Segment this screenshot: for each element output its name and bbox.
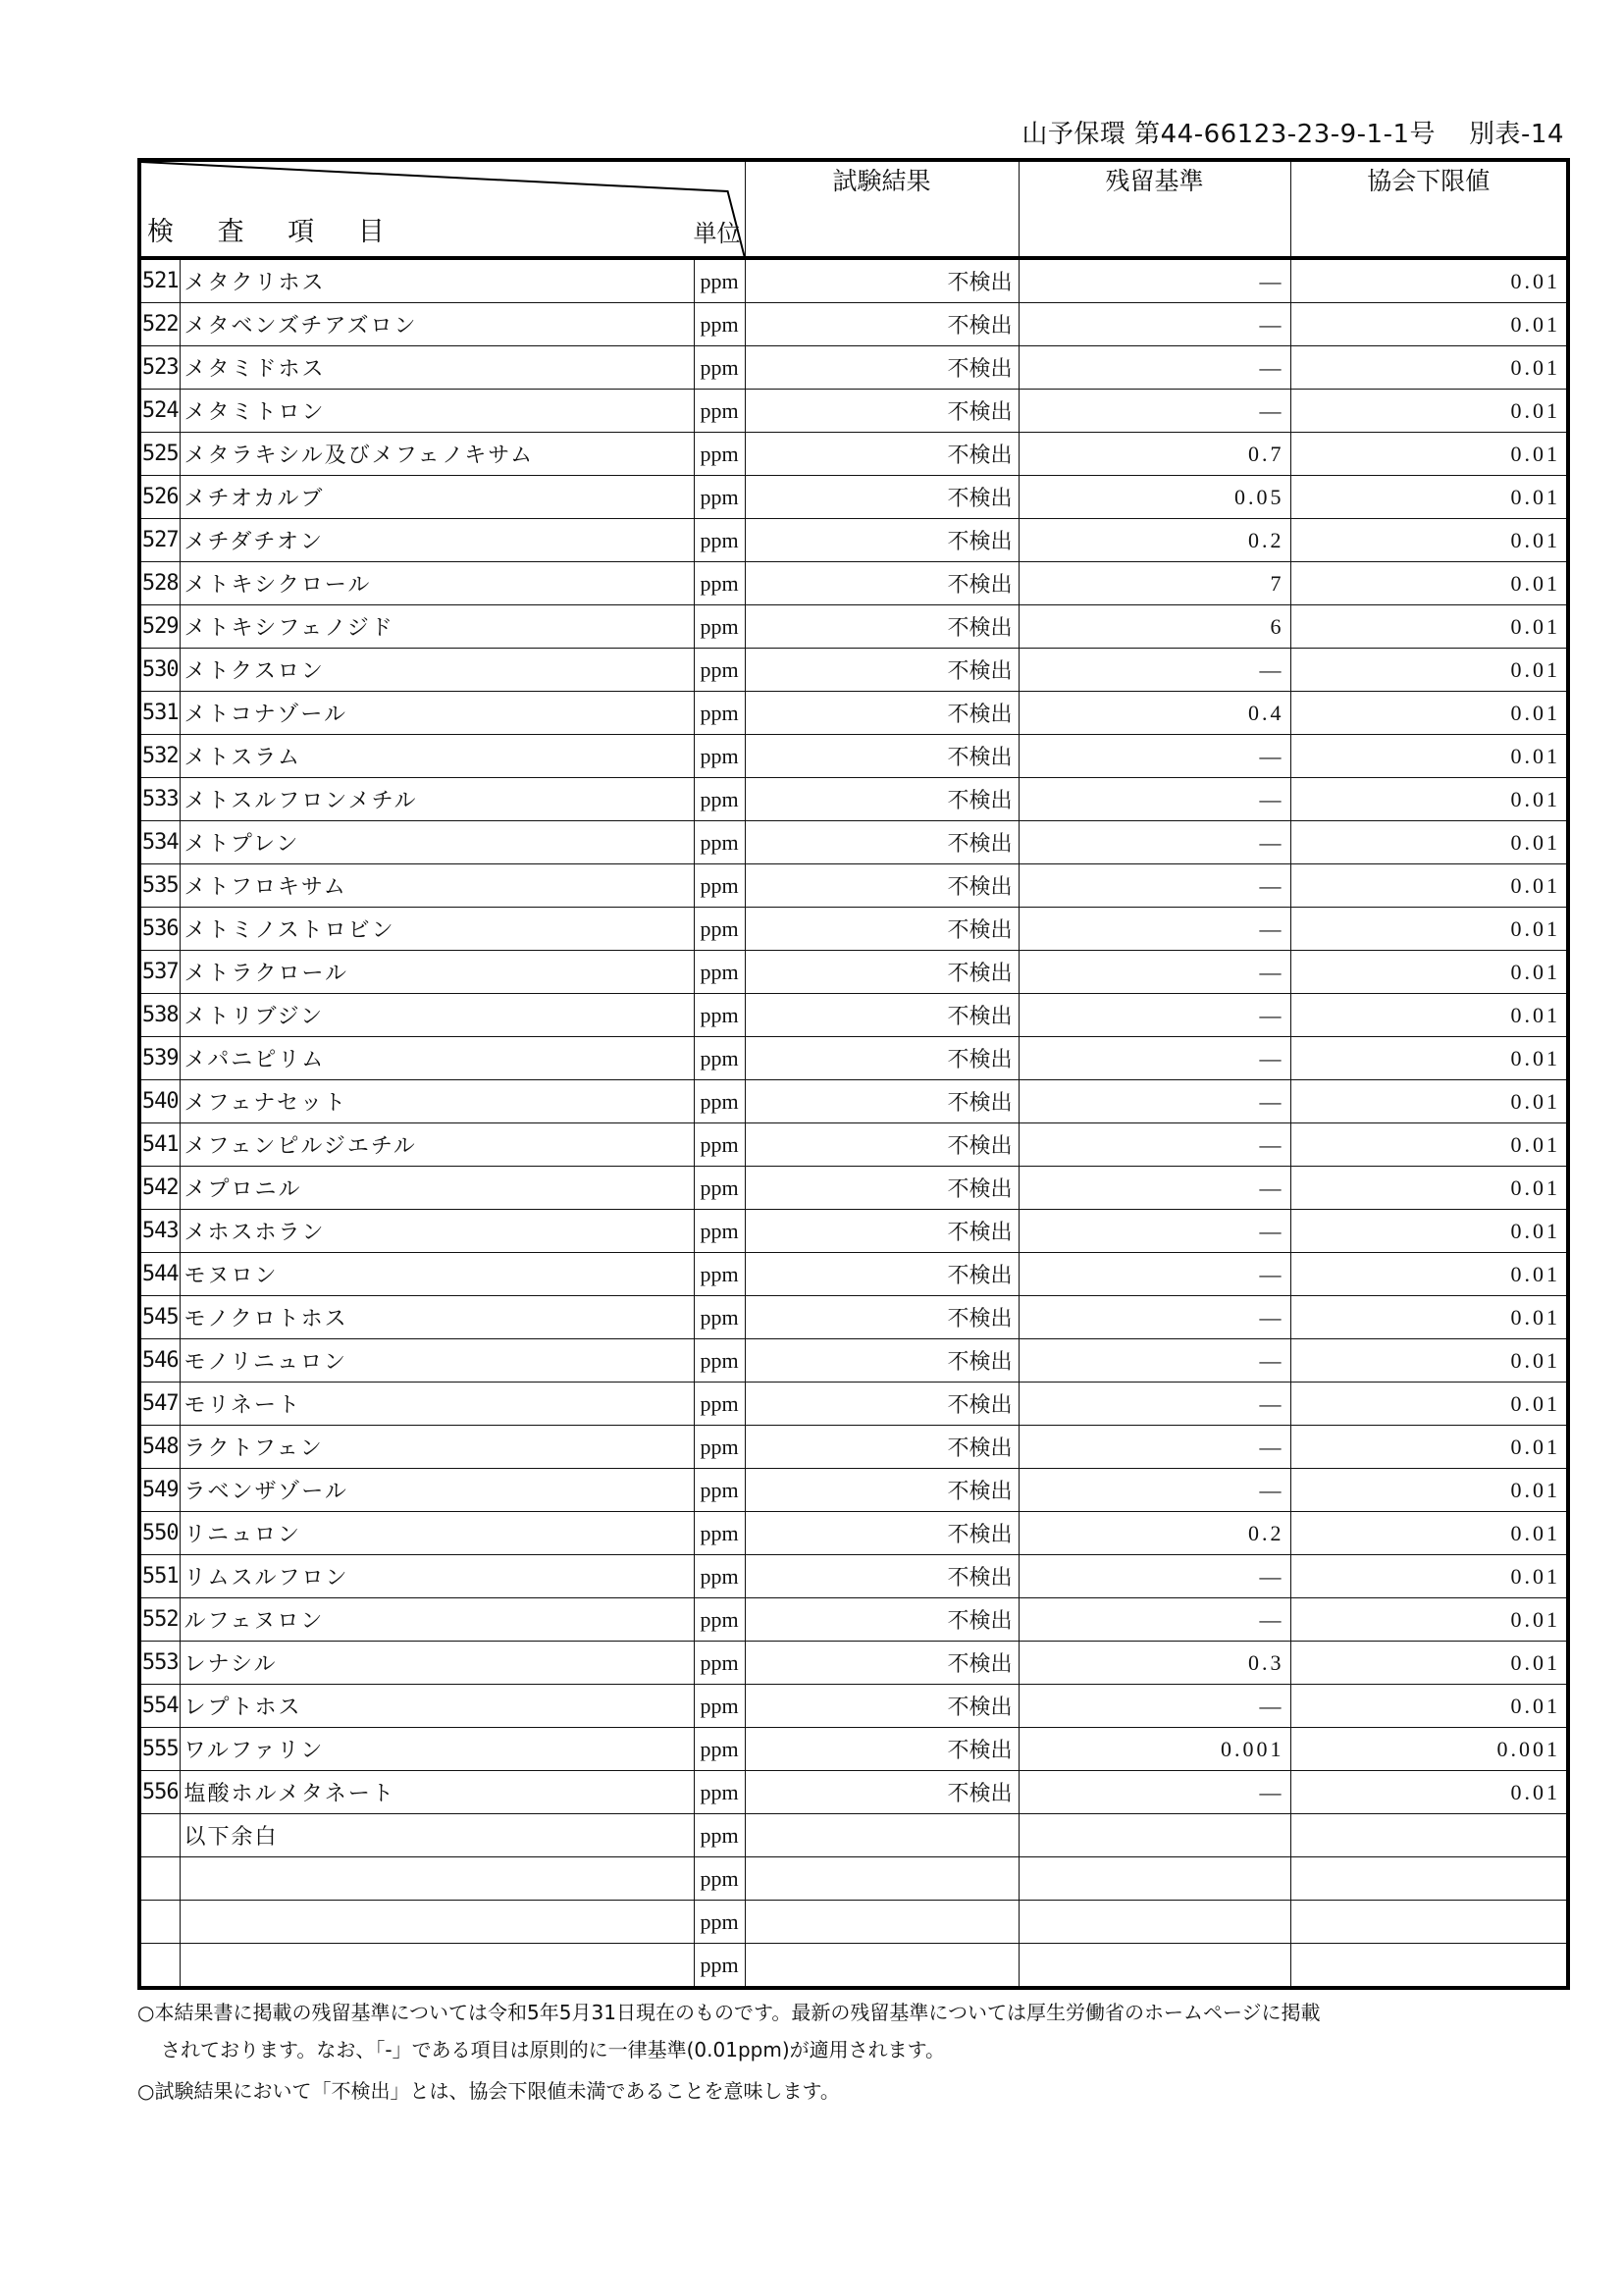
row-number: 550	[139, 1512, 180, 1555]
table-row	[139, 735, 1568, 778]
item-name	[180, 1944, 694, 1989]
table-row	[139, 1728, 1568, 1771]
item-unit: ppm	[694, 1944, 745, 1989]
item-name: メチダチオン	[180, 519, 694, 562]
lower-limit: 0.01	[1290, 1037, 1568, 1080]
test-result: 不検出	[745, 735, 1019, 778]
row-number: 530	[139, 649, 180, 692]
lower-limit: 0.01	[1290, 692, 1568, 735]
residue-standard: —	[1019, 735, 1290, 778]
lower-limit: 0.01	[1290, 1512, 1568, 1555]
test-result: 不検出	[745, 346, 1019, 390]
table-row	[139, 1685, 1568, 1728]
note-residue-standard: ○本結果書に掲載の残留基準については令和5年5月31日現在のものです。最新の残留基準については厚生労働省のホームページに掲載	[137, 2001, 1321, 2024]
table-body	[139, 258, 1568, 1988]
item-name	[180, 1901, 694, 1944]
row-number: 537	[139, 951, 180, 994]
lower-limit: 0.01	[1290, 951, 1568, 994]
table-row	[139, 1469, 1568, 1512]
residue-standard: —	[1019, 1383, 1290, 1426]
item-name: メタミトロン	[180, 390, 694, 433]
residue-standard: —	[1019, 649, 1290, 692]
table-row	[139, 994, 1568, 1037]
lower-limit: 0.01	[1290, 1426, 1568, 1469]
sheet-label: 別表-14	[1469, 120, 1564, 149]
row-number: 548	[139, 1426, 180, 1469]
item-name: レナシル	[180, 1642, 694, 1685]
item-name: メタクリホス	[180, 258, 694, 303]
item-name: メトラクロール	[180, 951, 694, 994]
lower-limit	[1290, 1857, 1568, 1901]
item-unit: ppm	[694, 390, 745, 433]
table-row	[139, 951, 1568, 994]
table-row	[139, 476, 1568, 519]
table-row	[139, 1167, 1568, 1210]
row-number: 543	[139, 1210, 180, 1253]
row-number: 554	[139, 1685, 180, 1728]
residue-standard: 0.3	[1019, 1642, 1290, 1685]
test-result	[745, 1857, 1019, 1901]
item-unit: ppm	[694, 476, 745, 519]
item-name: モノリニュロン	[180, 1339, 694, 1383]
residue-standard: —	[1019, 864, 1290, 908]
residue-standard: 0.2	[1019, 519, 1290, 562]
residue-standard: 0.7	[1019, 433, 1290, 476]
lower-limit: 0.01	[1290, 908, 1568, 951]
item-name: 以下余白	[180, 1814, 694, 1857]
test-result: 不検出	[745, 692, 1019, 735]
residue-standard: —	[1019, 1296, 1290, 1339]
test-result: 不検出	[745, 1037, 1019, 1080]
residue-standard: —	[1019, 1339, 1290, 1383]
row-number: 551	[139, 1555, 180, 1598]
table-row	[139, 605, 1568, 649]
test-result: 不検出	[745, 258, 1019, 303]
item-unit: ppm	[694, 1598, 745, 1642]
row-number: 527	[139, 519, 180, 562]
lower-limit: 0.01	[1290, 1167, 1568, 1210]
residue-standard: —	[1019, 1080, 1290, 1123]
table-row	[139, 1123, 1568, 1167]
table-row	[139, 519, 1568, 562]
test-result: 不検出	[745, 1771, 1019, 1814]
header-item-unit-cell	[139, 160, 745, 258]
test-result: 不検出	[745, 605, 1019, 649]
item-name: ワルファリン	[180, 1728, 694, 1771]
table-row	[139, 303, 1568, 346]
table-row	[139, 1253, 1568, 1296]
table-row	[139, 1642, 1568, 1685]
row-number: 523	[139, 346, 180, 390]
table-row	[139, 1857, 1568, 1901]
lower-limit: 0.01	[1290, 1685, 1568, 1728]
item-name: 塩酸ホルメタネート	[180, 1771, 694, 1814]
item-unit: ppm	[694, 1642, 745, 1685]
test-result: 不検出	[745, 390, 1019, 433]
item-name: リムスルフロン	[180, 1555, 694, 1598]
table-row	[139, 1296, 1568, 1339]
table-row	[139, 1512, 1568, 1555]
item-name: メタラキシル及びメフェノキサム	[180, 433, 694, 476]
lower-limit: 0.01	[1290, 821, 1568, 864]
item-name: メトリブジン	[180, 994, 694, 1037]
item-name: モヌロン	[180, 1253, 694, 1296]
residue-standard: 0.2	[1019, 1512, 1290, 1555]
note-not-detected: ○試験結果において「不検出」とは、協会下限値未満であることを意味します。	[137, 2079, 840, 2103]
note-residue-standard-cont: されております。なお、「-」である項目は原則的に一律基準(0.01ppm)が適用されます。	[161, 2038, 946, 2061]
item-name: メホスホラン	[180, 1210, 694, 1253]
row-number: 524	[139, 390, 180, 433]
test-result: 不検出	[745, 519, 1019, 562]
table-row	[139, 649, 1568, 692]
residue-standard: —	[1019, 951, 1290, 994]
item-name: ラクトフェン	[180, 1426, 694, 1469]
test-result: 不検出	[745, 433, 1019, 476]
row-number: 555	[139, 1728, 180, 1771]
lower-limit: 0.01	[1290, 864, 1568, 908]
lower-limit: 0.01	[1290, 1555, 1568, 1598]
row-number: 549	[139, 1469, 180, 1512]
test-result: 不検出	[745, 1685, 1019, 1728]
lower-limit: 0.01	[1290, 1598, 1568, 1642]
residue-standard: 0.05	[1019, 476, 1290, 519]
lower-limit	[1290, 1814, 1568, 1857]
item-unit: ppm	[694, 346, 745, 390]
residue-standard: —	[1019, 303, 1290, 346]
item-name: メチオカルブ	[180, 476, 694, 519]
item-unit: ppm	[694, 562, 745, 605]
row-number: 525	[139, 433, 180, 476]
table-row	[139, 908, 1568, 951]
lower-limit: 0.01	[1290, 476, 1568, 519]
item-name: メトスラム	[180, 735, 694, 778]
item-unit: ppm	[694, 649, 745, 692]
lower-limit: 0.01	[1290, 605, 1568, 649]
test-result: 不検出	[745, 649, 1019, 692]
item-name: メトスルフロンメチル	[180, 778, 694, 821]
item-unit: ppm	[694, 1814, 745, 1857]
lower-limit: 0.01	[1290, 1123, 1568, 1167]
document-reference	[1021, 114, 1564, 150]
test-result: 不検出	[745, 1383, 1019, 1426]
item-unit: ppm	[694, 1383, 745, 1426]
item-unit: ppm	[694, 778, 745, 821]
header-mrl: 残留基準	[1019, 160, 1290, 258]
item-name: メパニピリム	[180, 1037, 694, 1080]
item-unit: ppm	[694, 1512, 745, 1555]
lower-limit: 0.01	[1290, 303, 1568, 346]
item-unit: ppm	[694, 1771, 745, 1814]
header-lower-limit: 協会下限値	[1290, 160, 1568, 258]
item-unit: ppm	[694, 1123, 745, 1167]
row-number: 533	[139, 778, 180, 821]
residue-standard: —	[1019, 346, 1290, 390]
row-number: 545	[139, 1296, 180, 1339]
row-number: 536	[139, 908, 180, 951]
item-name: メトミノストロビン	[180, 908, 694, 951]
row-number: 541	[139, 1123, 180, 1167]
item-name: メトキシフェノジド	[180, 605, 694, 649]
header-result: 試験結果	[745, 160, 1019, 258]
item-unit: ppm	[694, 1555, 745, 1598]
lower-limit: 0.01	[1290, 1383, 1568, 1426]
table-row	[139, 258, 1568, 303]
item-unit: ppm	[694, 994, 745, 1037]
item-unit: ppm	[694, 433, 745, 476]
test-result: 不検出	[745, 476, 1019, 519]
item-unit: ppm	[694, 1167, 745, 1210]
residue-standard	[1019, 1857, 1290, 1901]
residue-standard: —	[1019, 1598, 1290, 1642]
item-unit: ppm	[694, 1210, 745, 1253]
header-unit-label: 単位	[693, 220, 741, 247]
lower-limit: 0.01	[1290, 258, 1568, 303]
table-row	[139, 1426, 1568, 1469]
item-name: メフェンピルジエチル	[180, 1123, 694, 1167]
test-result: 不検出	[745, 864, 1019, 908]
test-result: 不検出	[745, 951, 1019, 994]
table-row	[139, 433, 1568, 476]
lower-limit: 0.01	[1290, 433, 1568, 476]
table-row	[139, 864, 1568, 908]
lower-limit: 0.01	[1290, 649, 1568, 692]
lower-limit: 0.01	[1290, 1080, 1568, 1123]
item-name: レプトホス	[180, 1685, 694, 1728]
test-result: 不検出	[745, 908, 1019, 951]
table-row	[139, 1383, 1568, 1426]
test-result	[745, 1814, 1019, 1857]
row-number: 521	[139, 258, 180, 303]
test-result: 不検出	[745, 994, 1019, 1037]
item-name: ラベンザゾール	[180, 1469, 694, 1512]
lower-limit: 0.01	[1290, 1296, 1568, 1339]
test-result: 不検出	[745, 1210, 1019, 1253]
table-row	[139, 692, 1568, 735]
item-unit: ppm	[694, 1037, 745, 1080]
item-unit: ppm	[694, 1901, 745, 1944]
item-unit: ppm	[694, 1426, 745, 1469]
row-number	[139, 1814, 180, 1857]
row-number: 540	[139, 1080, 180, 1123]
table-row	[139, 1339, 1568, 1383]
item-name: メトコナゾール	[180, 692, 694, 735]
table-row	[139, 821, 1568, 864]
row-number: 553	[139, 1642, 180, 1685]
lower-limit: 0.001	[1290, 1728, 1568, 1771]
residue-standard: 0.001	[1019, 1728, 1290, 1771]
item-unit: ppm	[694, 258, 745, 303]
lower-limit	[1290, 1944, 1568, 1989]
table-row	[139, 346, 1568, 390]
lower-limit: 0.01	[1290, 1771, 1568, 1814]
table-row	[139, 1598, 1568, 1642]
row-number	[139, 1857, 180, 1901]
lower-limit: 0.01	[1290, 1642, 1568, 1685]
test-result: 不検出	[745, 562, 1019, 605]
item-unit: ppm	[694, 1857, 745, 1901]
test-result: 不検出	[745, 778, 1019, 821]
row-number: 542	[139, 1167, 180, 1210]
residue-standard: —	[1019, 994, 1290, 1037]
residue-standard: 7	[1019, 562, 1290, 605]
item-unit: ppm	[694, 519, 745, 562]
test-result: 不検出	[745, 1598, 1019, 1642]
row-number: 526	[139, 476, 180, 519]
test-result	[745, 1944, 1019, 1989]
item-unit: ppm	[694, 1253, 745, 1296]
item-unit: ppm	[694, 303, 745, 346]
table-row	[139, 1210, 1568, 1253]
item-name: メフェナセット	[180, 1080, 694, 1123]
test-result: 不検出	[745, 1555, 1019, 1598]
row-number: 544	[139, 1253, 180, 1296]
row-number: 556	[139, 1771, 180, 1814]
item-name: メプロニル	[180, 1167, 694, 1210]
item-unit: ppm	[694, 1685, 745, 1728]
item-unit: ppm	[694, 692, 745, 735]
footnotes	[137, 1994, 1321, 2110]
item-name: モノクロトホス	[180, 1296, 694, 1339]
row-number: 534	[139, 821, 180, 864]
lower-limit: 0.01	[1290, 1210, 1568, 1253]
table-row	[139, 1037, 1568, 1080]
residue-standard: 6	[1019, 605, 1290, 649]
table-row	[139, 778, 1568, 821]
item-unit: ppm	[694, 1339, 745, 1383]
row-number: 535	[139, 864, 180, 908]
lower-limit: 0.01	[1290, 735, 1568, 778]
test-result: 不検出	[745, 1339, 1019, 1383]
residue-standard	[1019, 1944, 1290, 1989]
test-result: 不検出	[745, 1253, 1019, 1296]
row-number: 529	[139, 605, 180, 649]
lower-limit: 0.01	[1290, 1253, 1568, 1296]
test-result: 不検出	[745, 1512, 1019, 1555]
item-name: メトプレン	[180, 821, 694, 864]
table-row	[139, 1771, 1568, 1814]
test-result: 不検出	[745, 1426, 1019, 1469]
table-row	[139, 1555, 1568, 1598]
item-unit: ppm	[694, 1728, 745, 1771]
item-name: メタベンズチアズロン	[180, 303, 694, 346]
residue-standard: —	[1019, 1555, 1290, 1598]
residue-standard: —	[1019, 390, 1290, 433]
lower-limit: 0.01	[1290, 562, 1568, 605]
item-name: メトキシクロール	[180, 562, 694, 605]
lower-limit: 0.01	[1290, 1469, 1568, 1512]
residue-standard: —	[1019, 1210, 1290, 1253]
lower-limit: 0.01	[1290, 346, 1568, 390]
item-unit: ppm	[694, 864, 745, 908]
residue-standard	[1019, 1814, 1290, 1857]
row-number: 528	[139, 562, 180, 605]
row-number: 531	[139, 692, 180, 735]
test-result: 不検出	[745, 1296, 1019, 1339]
lower-limit	[1290, 1901, 1568, 1944]
item-name: メトクスロン	[180, 649, 694, 692]
item-name: メトフロキサム	[180, 864, 694, 908]
residue-standard: —	[1019, 258, 1290, 303]
residue-standard: —	[1019, 1037, 1290, 1080]
row-number	[139, 1901, 180, 1944]
table-row	[139, 1814, 1568, 1857]
row-number: 546	[139, 1339, 180, 1383]
test-result: 不検出	[745, 1123, 1019, 1167]
residue-standard: —	[1019, 778, 1290, 821]
item-name: メタミドホス	[180, 346, 694, 390]
table-row	[139, 390, 1568, 433]
residue-standard: —	[1019, 1167, 1290, 1210]
residue-standard: 0.4	[1019, 692, 1290, 735]
item-unit: ppm	[694, 605, 745, 649]
item-unit: ppm	[694, 821, 745, 864]
table-row	[139, 1944, 1568, 1989]
lower-limit: 0.01	[1290, 994, 1568, 1037]
item-name: モリネート	[180, 1383, 694, 1426]
item-name: リニュロン	[180, 1512, 694, 1555]
residue-standard: —	[1019, 908, 1290, 951]
lower-limit: 0.01	[1290, 1339, 1568, 1383]
row-number: 547	[139, 1383, 180, 1426]
test-result: 不検出	[745, 1080, 1019, 1123]
header-item-label: 検 査 項 目	[147, 217, 402, 247]
test-result: 不検出	[745, 303, 1019, 346]
test-result: 不検出	[745, 821, 1019, 864]
residue-standard: —	[1019, 1469, 1290, 1512]
item-name: ルフェヌロン	[180, 1598, 694, 1642]
residue-standard: —	[1019, 821, 1290, 864]
report-number: 山予保環 第44-66123-23-9-1-1号	[1021, 120, 1437, 149]
residue-standard: —	[1019, 1123, 1290, 1167]
residue-standard: —	[1019, 1253, 1290, 1296]
item-unit: ppm	[694, 951, 745, 994]
row-number: 538	[139, 994, 180, 1037]
results-table	[137, 158, 1570, 1990]
lower-limit: 0.01	[1290, 390, 1568, 433]
residue-standard: —	[1019, 1685, 1290, 1728]
item-unit: ppm	[694, 1296, 745, 1339]
item-unit: ppm	[694, 1469, 745, 1512]
table-row	[139, 1080, 1568, 1123]
residue-standard	[1019, 1901, 1290, 1944]
row-number: 522	[139, 303, 180, 346]
table-header-row	[139, 160, 1568, 258]
row-number: 539	[139, 1037, 180, 1080]
test-result: 不検出	[745, 1728, 1019, 1771]
test-result	[745, 1901, 1019, 1944]
row-number: 552	[139, 1598, 180, 1642]
lower-limit: 0.01	[1290, 519, 1568, 562]
item-name	[180, 1857, 694, 1901]
item-unit: ppm	[694, 735, 745, 778]
lower-limit: 0.01	[1290, 778, 1568, 821]
residue-standard: —	[1019, 1426, 1290, 1469]
item-unit: ppm	[694, 1080, 745, 1123]
test-result: 不検出	[745, 1642, 1019, 1685]
item-unit: ppm	[694, 908, 745, 951]
test-result: 不検出	[745, 1167, 1019, 1210]
table-row	[139, 1901, 1568, 1944]
test-result: 不検出	[745, 1469, 1019, 1512]
residue-standard: —	[1019, 1771, 1290, 1814]
table-row	[139, 562, 1568, 605]
row-number: 532	[139, 735, 180, 778]
row-number	[139, 1944, 180, 1989]
